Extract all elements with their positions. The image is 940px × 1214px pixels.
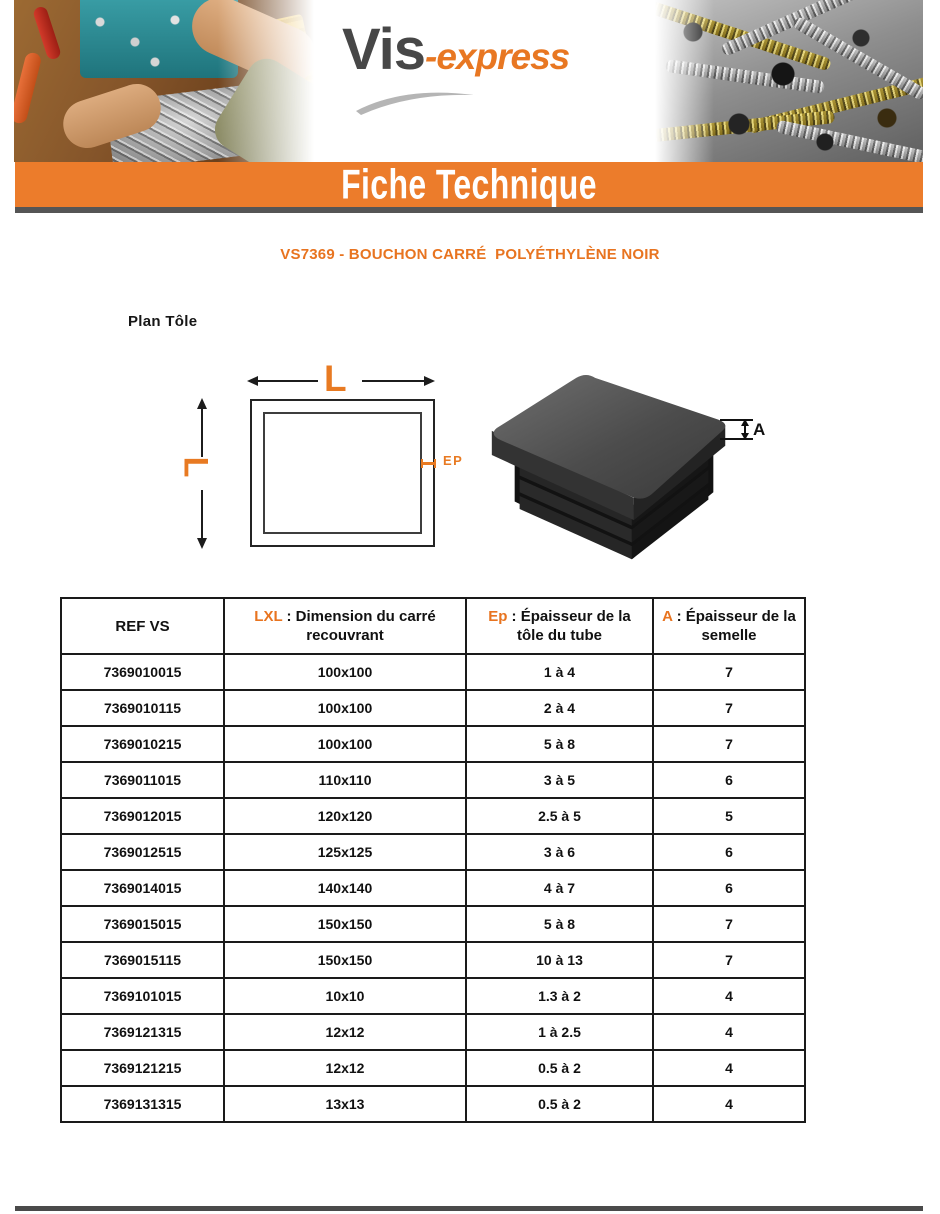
photo-fade (655, 0, 923, 162)
col-label: REF VS (115, 617, 170, 635)
banner (15, 162, 923, 207)
table-row (61, 798, 805, 834)
cell-a: 6 (653, 870, 805, 906)
cell-dimension: 125x125 (224, 834, 466, 870)
logo-text-secondary: -express (425, 36, 570, 77)
table-row (61, 654, 805, 690)
cell-dimension: 150x150 (224, 906, 466, 942)
dim-line (201, 407, 203, 457)
cell-a: 5 (653, 798, 805, 834)
cell-a: 7 (653, 654, 805, 690)
cell-ep: 4 à 7 (466, 870, 653, 906)
cell-ep: 0.5 à 2 (466, 1086, 653, 1122)
cell-ep: 2 à 4 (466, 690, 653, 726)
cell-a: 6 (653, 834, 805, 870)
cell-ref: 7369014015 (61, 870, 224, 906)
col-header-ref (61, 598, 224, 654)
photo-fade (14, 0, 314, 162)
a-dim-arrowhead-up (741, 419, 749, 426)
col-header-dimension (224, 598, 466, 654)
section-label: Plan Tôle (128, 313, 198, 330)
cell-a: 7 (653, 906, 805, 942)
cell-ep: 2.5 à 5 (466, 798, 653, 834)
cell-a: 4 (653, 1086, 805, 1122)
table-row (61, 942, 805, 978)
cell-a: 7 (653, 726, 805, 762)
logo-swoosh (352, 84, 480, 116)
col-prefix: Ep (488, 608, 508, 625)
table-row (61, 726, 805, 762)
table-row (61, 1086, 805, 1122)
col-prefix: A (662, 608, 673, 625)
cell-dimension: 120x120 (224, 798, 466, 834)
cell-ref: 7369010015 (61, 654, 224, 690)
plan-inner-square (263, 412, 422, 534)
cell-ref: 7369012515 (61, 834, 224, 870)
cell-a: 7 (653, 942, 805, 978)
banner-title: Fiche Technique (341, 160, 597, 208)
document-title: VS7369 - BOUCHON CARRÉ POLYÉTHYLÈNE NOIR (280, 246, 660, 263)
workbench-photo (14, 0, 314, 162)
dim-label-length-top: L (324, 358, 347, 399)
ep-label: EP (443, 453, 464, 468)
cell-ref: 7369010115 (61, 690, 224, 726)
plug-3d-image (465, 362, 766, 562)
cell-dimension: 100x100 (224, 690, 466, 726)
cell-ref: 7369011015 (61, 762, 224, 798)
col-label: : Épaisseur de la tôle du tube (507, 608, 631, 644)
table-row (61, 762, 805, 798)
table-row (61, 1050, 805, 1086)
cell-ref: 7369101015 (61, 978, 224, 1014)
cell-ref: 7369121215 (61, 1050, 224, 1086)
cell-ref: 7369012015 (61, 798, 224, 834)
cell-dimension: 13x13 (224, 1086, 466, 1122)
table-row (61, 870, 805, 906)
col-header-a (653, 598, 805, 654)
screws-pile-photo (655, 0, 923, 162)
cell-ref: 7369010215 (61, 726, 224, 762)
spec-table (60, 597, 806, 1123)
table-row (61, 978, 805, 1014)
cell-ep: 0.5 à 2 (466, 1050, 653, 1086)
dim-line (201, 490, 203, 540)
cell-a: 7 (653, 690, 805, 726)
dim-line (362, 380, 424, 382)
table-row (61, 906, 805, 942)
vis-express-logo (342, 16, 569, 83)
cell-a: 4 (653, 978, 805, 1014)
dim-label-length-side: L (176, 456, 215, 478)
cell-a: 6 (653, 762, 805, 798)
col-label: : Épaisseur de la semelle (672, 608, 796, 644)
cell-a: 4 (653, 1014, 805, 1050)
a-dim-arrowhead-down (741, 433, 749, 440)
header-row (61, 598, 805, 654)
col-prefix: LXL (254, 608, 283, 625)
cell-dimension: 110x110 (224, 762, 466, 798)
cell-ep: 3 à 5 (466, 762, 653, 798)
cell-dimension: 12x12 (224, 1014, 466, 1050)
spec-table-body (61, 654, 805, 1122)
cell-ep: 3 à 6 (466, 834, 653, 870)
footer-divider (15, 1206, 923, 1211)
cell-ref: 7369015015 (61, 906, 224, 942)
dim-arrowhead-right (424, 376, 435, 386)
cell-ep: 10 à 13 (466, 942, 653, 978)
spec-table-header (61, 598, 805, 654)
col-label: : Dimension du carré recouvrant (282, 608, 436, 644)
cell-ref: 7369121315 (61, 1014, 224, 1050)
cell-dimension: 10x10 (224, 978, 466, 1014)
cell-ref: 7369131315 (61, 1086, 224, 1122)
cell-dimension: 140x140 (224, 870, 466, 906)
table-row (61, 1014, 805, 1050)
cell-ep: 5 à 8 (466, 906, 653, 942)
ep-thickness-tick (421, 459, 436, 468)
dim-arrowhead-down (197, 538, 207, 549)
table-row (61, 690, 805, 726)
logo-text-primary: Vis (342, 17, 426, 82)
cell-dimension: 100x100 (224, 654, 466, 690)
dim-line (256, 380, 318, 382)
table-row (61, 834, 805, 870)
cell-ep: 1.3 à 2 (466, 978, 653, 1014)
cell-dimension: 12x12 (224, 1050, 466, 1086)
cell-ep: 1 à 4 (466, 654, 653, 690)
col-header-ep (466, 598, 653, 654)
cell-dimension: 100x100 (224, 726, 466, 762)
header-divider (15, 207, 923, 213)
cell-ref: 7369015115 (61, 942, 224, 978)
cell-dimension: 150x150 (224, 942, 466, 978)
cell-a: 4 (653, 1050, 805, 1086)
cell-ep: 1 à 2.5 (466, 1014, 653, 1050)
a-label: A (753, 420, 766, 439)
cell-ep: 5 à 8 (466, 726, 653, 762)
